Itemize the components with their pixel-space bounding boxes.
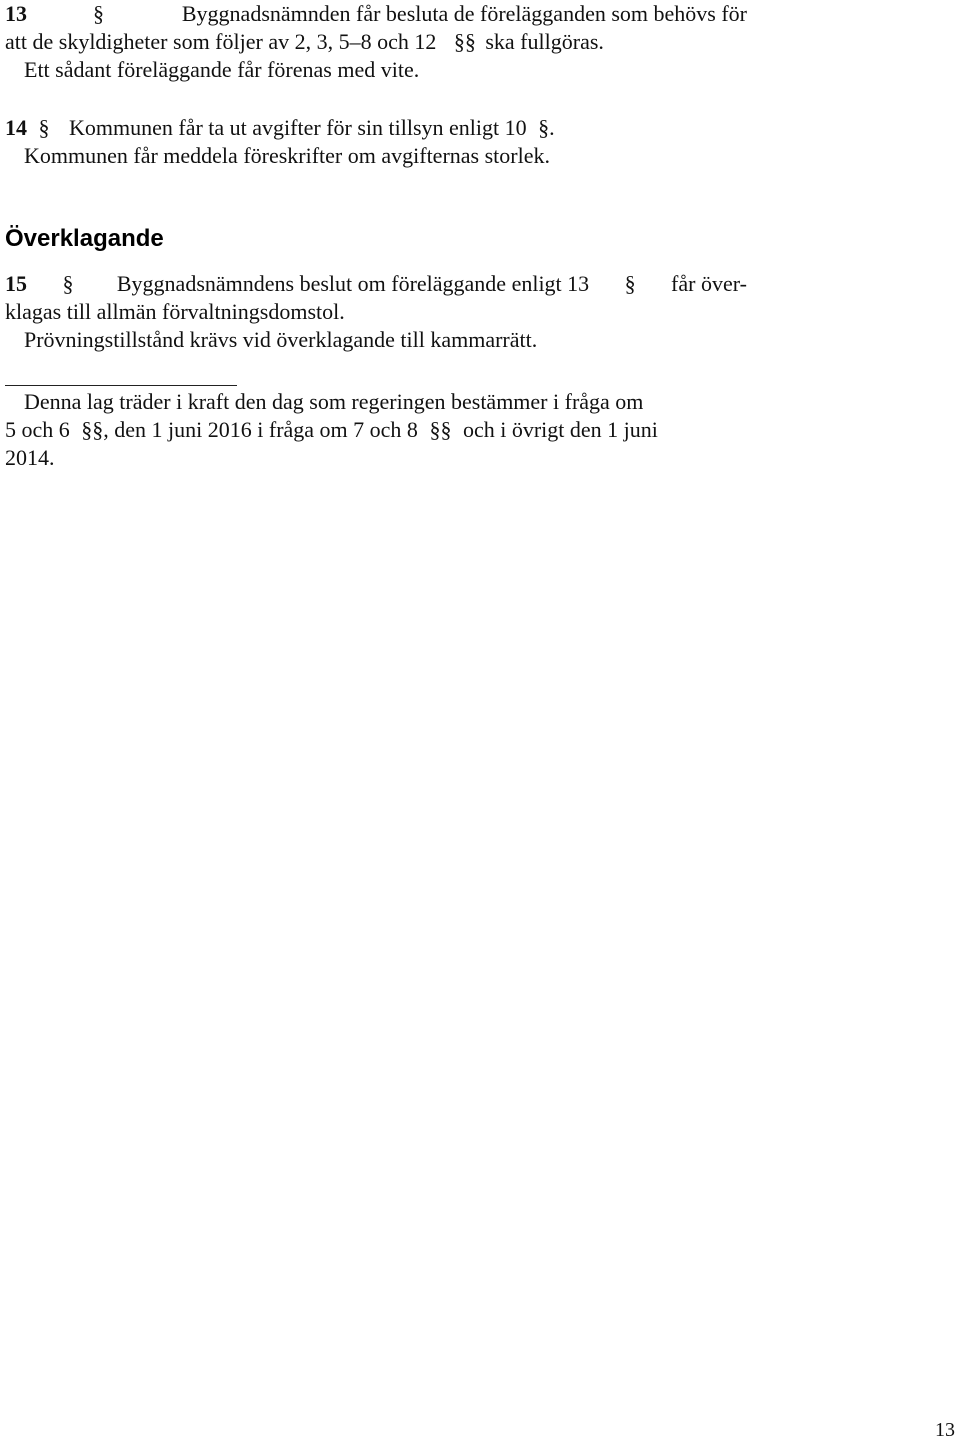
paragraph-15-line-1 — [5, 270, 747, 298]
section-sign: § — [92, 417, 104, 442]
paragraph-13-text-2a: att de skyldigheter som följer av 2, 3, 5–8 och 12 — [5, 29, 437, 54]
section-sign: § — [538, 115, 550, 140]
section-heading: Överklagande — [5, 225, 164, 252]
transition-line-3: 2014. — [5, 445, 55, 470]
paragraph-15-text-1b: får över- — [671, 271, 747, 296]
section-sign: § — [624, 271, 636, 296]
transition-divider — [5, 385, 237, 386]
paragraph-14-line-2: Kommunen får meddela föreskrifter om avgifternas storlek. — [24, 143, 550, 168]
paragraph-14-line-1 — [5, 114, 555, 142]
section-sign: § — [92, 1, 104, 26]
paragraph-13-text-1: Byggnadsnämnden får besluta de förelägganden som behövs för — [181, 1, 747, 26]
page-number: 13 — [935, 1419, 955, 1441]
paragraph-15-number: 15 — [5, 271, 27, 296]
paragraph-14-number: 14 — [5, 115, 27, 140]
paragraph-13-line-1 — [5, 0, 747, 28]
paragraph-13-line-3: Ett sådant föreläggande får förenas med vite. — [24, 57, 420, 82]
section-sign: § — [429, 417, 441, 442]
section-sign: § — [440, 417, 452, 442]
transition-text-2b: , den 1 juni 2016 i fråga om 7 och 8 — [103, 417, 418, 442]
paragraph-15-line-3: Prövningstillstånd krävs vid överklagande till kammarrätt. — [24, 327, 538, 352]
section-sign: § — [62, 271, 74, 296]
paragraph-13-text-2b: ska fullgöras. — [485, 29, 604, 54]
paragraph-13-line-2 — [5, 28, 604, 56]
section-sign: § — [38, 115, 50, 140]
transition-line-2 — [5, 416, 658, 444]
transition-line-1: Denna lag träder i kraft den dag som regeringen bestämmer i fråga om — [24, 389, 644, 414]
transition-text-2a: 5 och 6 — [5, 417, 70, 442]
paragraph-14-text-1-end: . — [549, 115, 555, 140]
paragraph-14-text-1: Kommunen får ta ut avgifter för sin tillsyn enligt 10 — [69, 115, 527, 140]
transition-text-2c: och i övrigt den 1 juni — [462, 417, 658, 442]
section-sign: § — [453, 29, 465, 54]
paragraph-15-line-2: klagas till allmän förvaltningsdomstol. — [5, 299, 345, 324]
section-sign: § — [464, 29, 476, 54]
paragraph-13-number: 13 — [5, 1, 27, 26]
paragraph-15-text-1a: Byggnadsnämndens beslut om föreläggande enligt 13 — [116, 271, 590, 296]
section-sign: § — [81, 417, 93, 442]
